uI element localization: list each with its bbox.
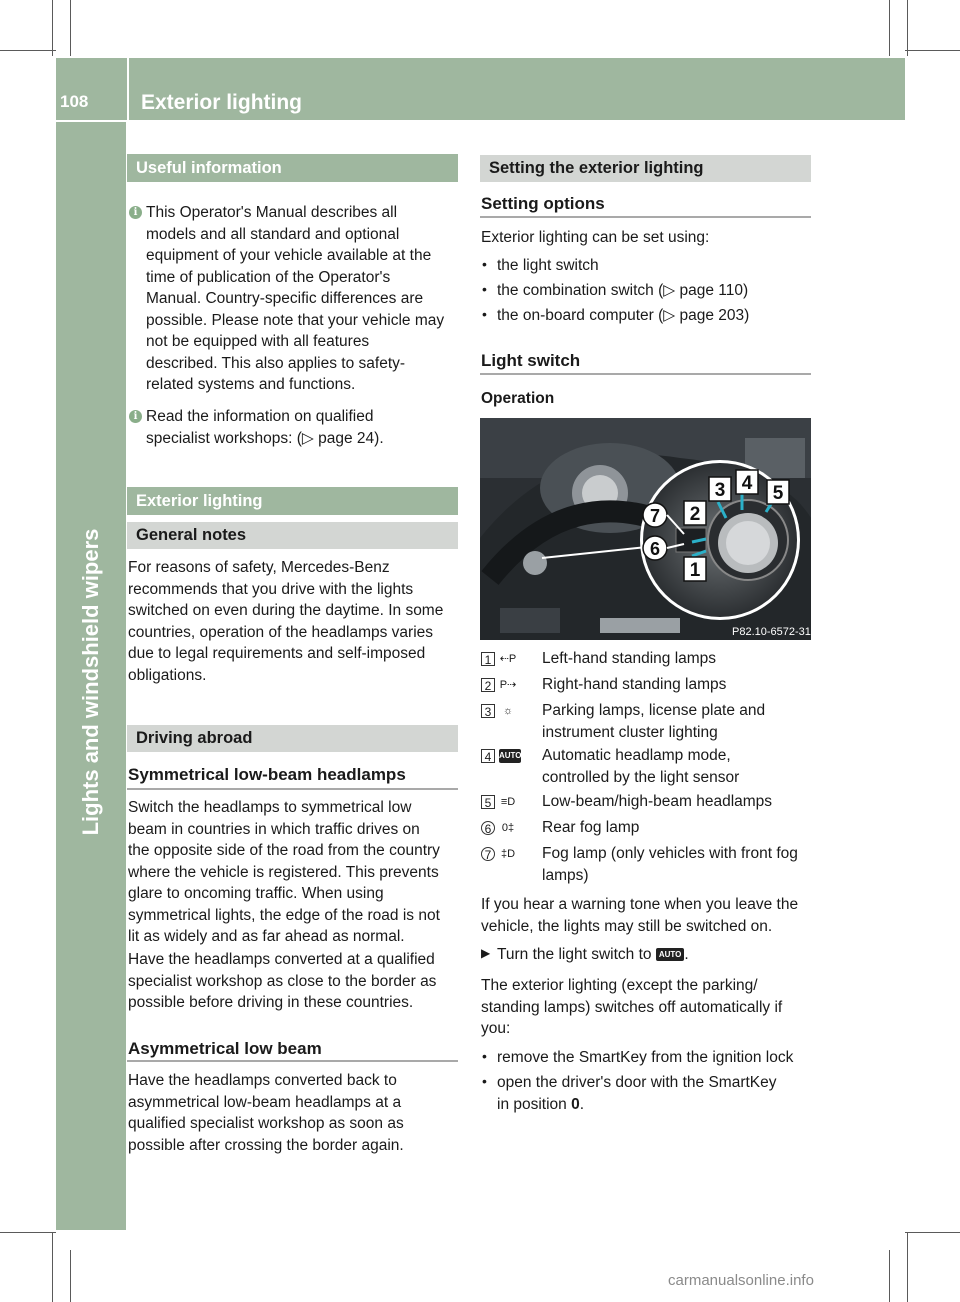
bullet: •: [482, 256, 487, 272]
section-title: Exterior lighting: [136, 492, 263, 510]
auto-bullet: open the driver's door with the SmartKey in position 0.: [497, 1074, 777, 1113]
crop-mark: [907, 0, 908, 56]
auto-off-text: The exterior lighting (except the parking/ standing lamps) switches off automatically if you:: [481, 977, 783, 1037]
sidebar-label: Lights and windshield wipers: [78, 528, 103, 836]
crop-mark: [52, 1232, 53, 1302]
legend-text: Right-hand standing lamps: [542, 676, 727, 693]
legend-text: Rear fog lamp: [542, 819, 640, 836]
heading-rule: [480, 373, 811, 375]
legend-text: Automatic headlamp mode, controlled by the light sensor: [542, 747, 740, 786]
options-intro: Exterior lighting can be set using:: [481, 229, 710, 246]
bullet: •: [482, 306, 487, 322]
crop-mark: [0, 1232, 56, 1233]
legend-symbol-icon: ‡D: [500, 848, 516, 860]
legend-symbol-icon: 0‡: [501, 822, 515, 834]
crop-mark: [905, 1232, 960, 1233]
symmetrical-text-1: Switch the headlamps to symmetrical low beam in countries in which traffic drives on the opposite side of the road from the country where the vehicle is registered. This prevents glare to oncoming traffic. When using symmetrical lights, the edge of the road is not lit as widely and as far ahead as normal.: [128, 799, 440, 945]
header-title: Exterior lighting: [141, 91, 303, 114]
legend-number: 5: [481, 795, 495, 809]
heading-rule: [127, 1060, 458, 1062]
heading-rule: [127, 788, 458, 790]
step-text: Turn the light switch to AUTO .: [497, 946, 689, 963]
crop-mark: [889, 0, 890, 56]
heading-light-switch: Light switch: [481, 351, 581, 370]
legend-text: Parking lamps, license plate and instrument cluster lighting: [542, 702, 766, 741]
warning-text: If you hear a warning tone when you leave the vehicle, the lights may still be switched on.: [481, 896, 799, 935]
crop-mark: [70, 1250, 71, 1302]
image-code: P82.10-6572-31: [732, 626, 811, 638]
heading-rule: [480, 216, 811, 218]
light-switch-photo: [480, 418, 811, 640]
crop-mark: [905, 50, 960, 51]
crop-mark: [52, 0, 53, 56]
option-item: the combination switch (▷ page 110): [497, 282, 749, 299]
symmetrical-text-2: Have the headlamps converted at a qualified specialist workshop as close to the border as possible before driving in these countries.: [128, 951, 437, 1011]
legend-symbol-icon: ⇠P: [499, 653, 517, 665]
heading-symmetrical: Symmetrical low-beam headlamps: [128, 765, 406, 784]
callout-7: 7: [649, 506, 661, 526]
header-separator: [127, 58, 129, 120]
option-item: the on-board computer (▷ page 203): [497, 307, 750, 324]
auto-symbol-icon: AUTO: [656, 948, 685, 961]
general-notes-text: For reasons of safety, Mercedes-Benz recommends that you drive with the lights switched on even during the daytime. In some countries, operation of the headlamps varies due to legal requirements and self-imposed obligations.: [128, 559, 444, 684]
legend-number: 2: [481, 678, 495, 692]
section-bar-setting-exterior: [480, 155, 811, 182]
bullet: •: [482, 1073, 487, 1089]
section-bar-exterior-lighting: [127, 487, 458, 515]
option-item: the light switch: [497, 257, 599, 274]
bullet: •: [482, 1048, 487, 1064]
info-icon: i: [129, 206, 142, 219]
heading-setting-options: Setting options: [481, 194, 605, 213]
crop-mark: [70, 0, 71, 56]
section-title: Useful information: [136, 159, 282, 177]
subsection-bar-driving-abroad: [127, 725, 458, 752]
info-icon: i: [129, 410, 142, 423]
info-paragraph-2: Read the information on qualified specialist workshops: (▷ page 24).: [146, 408, 384, 447]
subsection-title: General notes: [136, 526, 247, 544]
info-paragraph-1: This Operator's Manual describes all models and all standard and optional equipment of your vehicle available at the time of publication of the Operator's Manual. Country-specific differences are possible. Please note that your vehicle may not be equipped with all features described. This also applies to safety- related systems and functions.: [146, 204, 445, 393]
legend-symbol-icon: ☼: [502, 705, 514, 717]
legend-symbol-icon: P⇢: [499, 679, 517, 691]
legend-symbol-icon: ≡D: [500, 796, 516, 808]
section-bar-useful-information: [127, 154, 458, 182]
callout-3: 3: [714, 480, 726, 501]
crop-mark: [0, 50, 56, 51]
crop-mark: [889, 1250, 890, 1302]
legend-number: 6: [481, 821, 495, 835]
legend-number: 1: [481, 652, 495, 666]
legend-number: 4: [481, 749, 495, 763]
legend-text: Left-hand standing lamps: [542, 650, 717, 667]
crop-mark: [907, 1232, 908, 1302]
callout-6: 6: [649, 539, 661, 559]
heading-asymmetrical: Asymmetrical low beam: [128, 1039, 322, 1058]
legend-symbol-icon: AUTO: [499, 749, 521, 763]
bullet: •: [482, 281, 487, 297]
subsection-bar-general-notes: [127, 522, 458, 549]
section-title: Setting the exterior lighting: [489, 159, 704, 177]
legend-number: 3: [481, 704, 495, 718]
subsection-title: Driving abroad: [136, 729, 253, 747]
legend-number: 7: [481, 847, 495, 861]
callout-2: 2: [689, 504, 701, 525]
callout-5: 5: [772, 483, 784, 504]
auto-bullet: remove the SmartKey from the ignition lock: [497, 1049, 794, 1066]
legend-text: Fog lamp (only vehicles with front fog lamps): [542, 845, 798, 884]
watermark: carmanualsonline.info: [668, 1272, 814, 1289]
heading-operation: Operation: [481, 390, 555, 407]
page-number: 108: [60, 92, 89, 111]
callout-1: 1: [689, 560, 701, 581]
step-arrow-icon: ▶: [481, 946, 491, 960]
callout-4: 4: [741, 473, 753, 494]
legend-text: Low-beam/high-beam headlamps: [542, 793, 773, 810]
asymmetrical-text: Have the headlamps converted back to asymmetrical low-beam headlamps at a qualified specialist workshop as soon as possible after crossing the border again.: [128, 1072, 404, 1154]
